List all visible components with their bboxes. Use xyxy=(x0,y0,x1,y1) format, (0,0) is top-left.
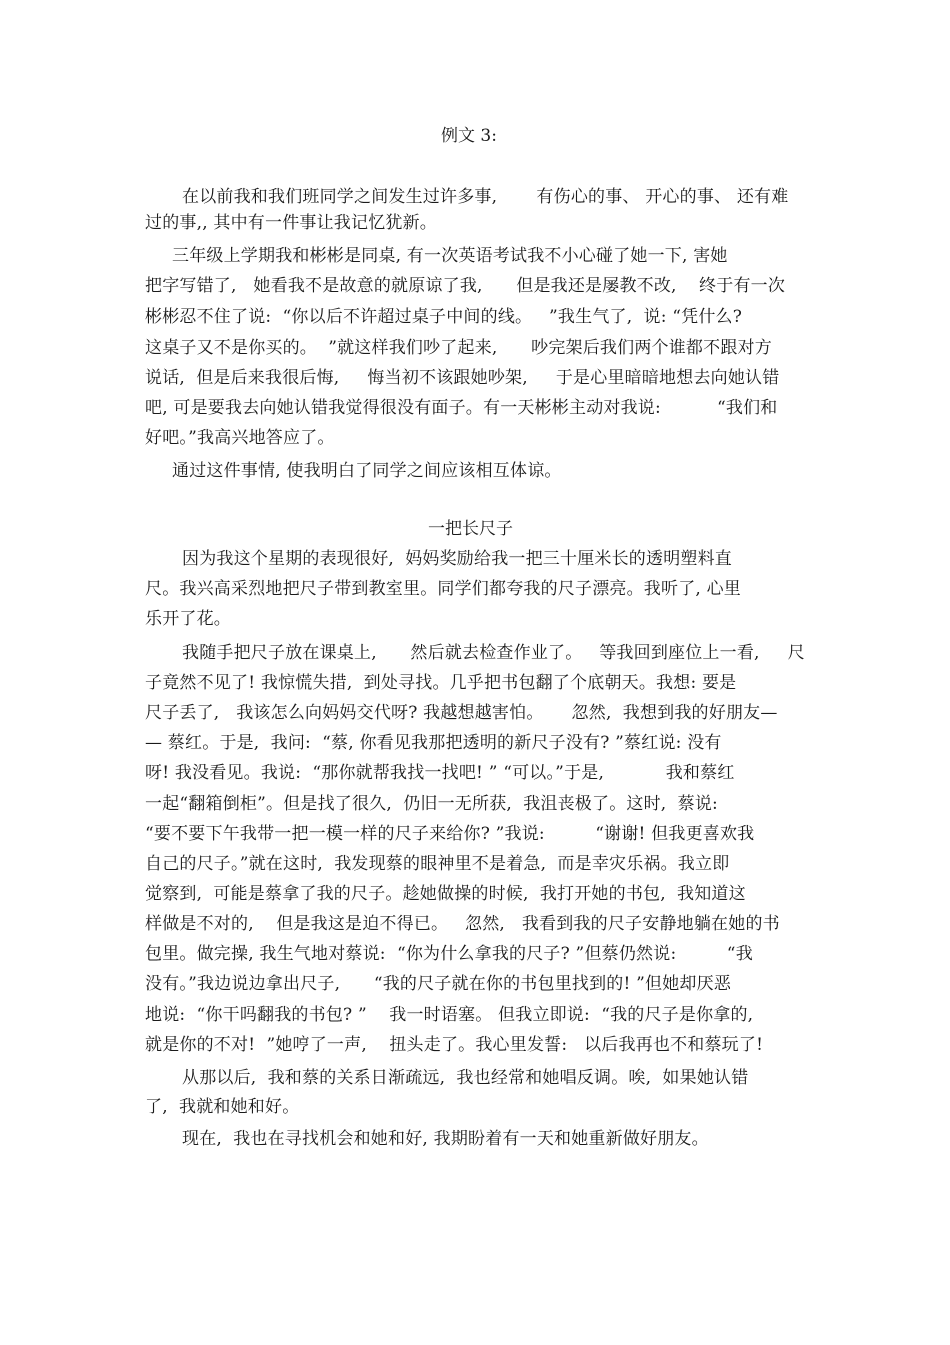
essay-2-line: 尺。我兴高采烈地把尺子带到教室里。同学们都夸我的尺子漂亮。我听了, 心里 xyxy=(145,579,742,599)
essay-1-line: 好吧。”我高兴地答应了。 xyxy=(145,428,335,448)
essay-2-line: 了, 我就和她和好。 xyxy=(145,1097,300,1117)
essay-2-line: 就是你的不对! ”她哼了一声, 扭头走了。我心里发誓: 以后我再也不和蔡玩了! xyxy=(145,1035,764,1055)
essay-1-line: 把字写错了, 她看我不是故意的就原谅了我, 但是我还是屡教不改, 终于有一次 xyxy=(145,276,786,296)
essay-2-line: 一起“翻箱倒柜”。但是找了很久, 仍旧一无所获, 我沮丧极了。这时, 蔡说: xyxy=(145,794,718,814)
essay-2-line: 自己的尺子。”就在这时, 我发现蔡的眼神里不是着急, 而是幸灾乐祸。我立即 xyxy=(145,854,730,874)
essay-1-line: 过的事,, 其中有一件事让我记忆犹新。 xyxy=(145,213,438,233)
essay-1-line: 通过这件事情, 使我明白了同学之间应该相互体谅。 xyxy=(172,461,562,481)
essay-2-line: 因为我这个星期的表现很好, 妈妈奖励给我一把三十厘米长的透明塑料直 xyxy=(182,549,733,569)
essay-1-line: 三年级上学期我和彬彬是同桌, 有一次英语考试我不小心碰了她一下, 害她 xyxy=(172,246,728,266)
essay-1-line: 彬彬忍不住了说: “你以后不许超过桌子中间的线。 ”我生气了, 说: “凭什么? xyxy=(145,307,743,327)
essay-1-line: 这桌子又不是你买的。 ”就这样我们吵了起来, 吵完架后我们两个谁都不跟对方 xyxy=(145,338,772,358)
essay-2-heading: 一把长尺子 xyxy=(428,519,513,539)
essay-1-line: 在以前我和我们班同学之间发生过许多事, 有伤心的事、 开心的事、 还有难 xyxy=(182,187,789,207)
essay-2-line: 觉察到, 可能是蔡拿了我的尺子。趁她做操的时候, 我打开她的书包, 我知道这 xyxy=(145,884,746,904)
essay-2-line: 样做是不对的, 但是我这是迫不得已。 忽然, 我看到我的尺子安静地躺在她的书 xyxy=(145,914,780,934)
essay-1-line: 吧, 可是要我去向她认错我觉得很没有面子。有一天彬彬主动对我说: “我们和 xyxy=(145,398,778,418)
essay-2-line: 包里。做完操, 我生气地对蔡说: “你为什么拿我的尺子? ”但蔡仍然说: “我 xyxy=(145,944,753,964)
essay-2-line: “要不要下午我带一把一模一样的尺子来给你? ”我说: “谢谢! 但我更喜欢我 xyxy=(145,824,755,844)
essay-2-line: 我随手把尺子放在课桌上, 然后就去检查作业了。 等我回到座位上一看, 尺 xyxy=(182,643,805,663)
essay-2-line: — 蔡红。于是, 我问: “蔡, 你看见我那把透明的新尺子没有? ”蔡红说: 没有 xyxy=(145,733,722,753)
essay-1-line: 说话, 但是后来我很后悔, 悔当初不该跟她吵架, 于是心里暗暗地想去向她认错 xyxy=(145,368,780,388)
essay-2-line: 子竟然不见了! 我惊慌失措, 到处寻找。几乎把书包翻了个底朝天。我想: 要是 xyxy=(145,673,737,693)
essay-1-heading: 例文 3: xyxy=(441,126,497,146)
essay-2-line: 呀! 我没看见。我说: “那你就帮我找一找吧! ” “可以。”于是, 我和蔡红 xyxy=(145,763,735,783)
essay-2-line: 现在, 我也在寻找机会和她和好, 我期盼着有一天和她重新做好朋友。 xyxy=(182,1129,709,1149)
essay-2-line: 乐开了花。 xyxy=(145,609,231,629)
essay-2-line: 尺子丢了, 我该怎么向妈妈交代呀? 我越想越害怕。 忽然, 我想到我的好朋友— xyxy=(145,703,778,723)
essay-2-line: 从那以后, 我和蔡的关系日渐疏远, 我也经常和她唱反调。唉, 如果她认错 xyxy=(182,1068,749,1088)
essay-2-line: 没有。”我边说边拿出尺子, “我的尺子就在你的书包里找到的! ”但她却厌恶 xyxy=(145,974,732,994)
essay-2-line: 地说: “你干吗翻我的书包? ” 我一时语塞。 但我立即说: “我的尺子是你拿的, xyxy=(145,1005,754,1025)
